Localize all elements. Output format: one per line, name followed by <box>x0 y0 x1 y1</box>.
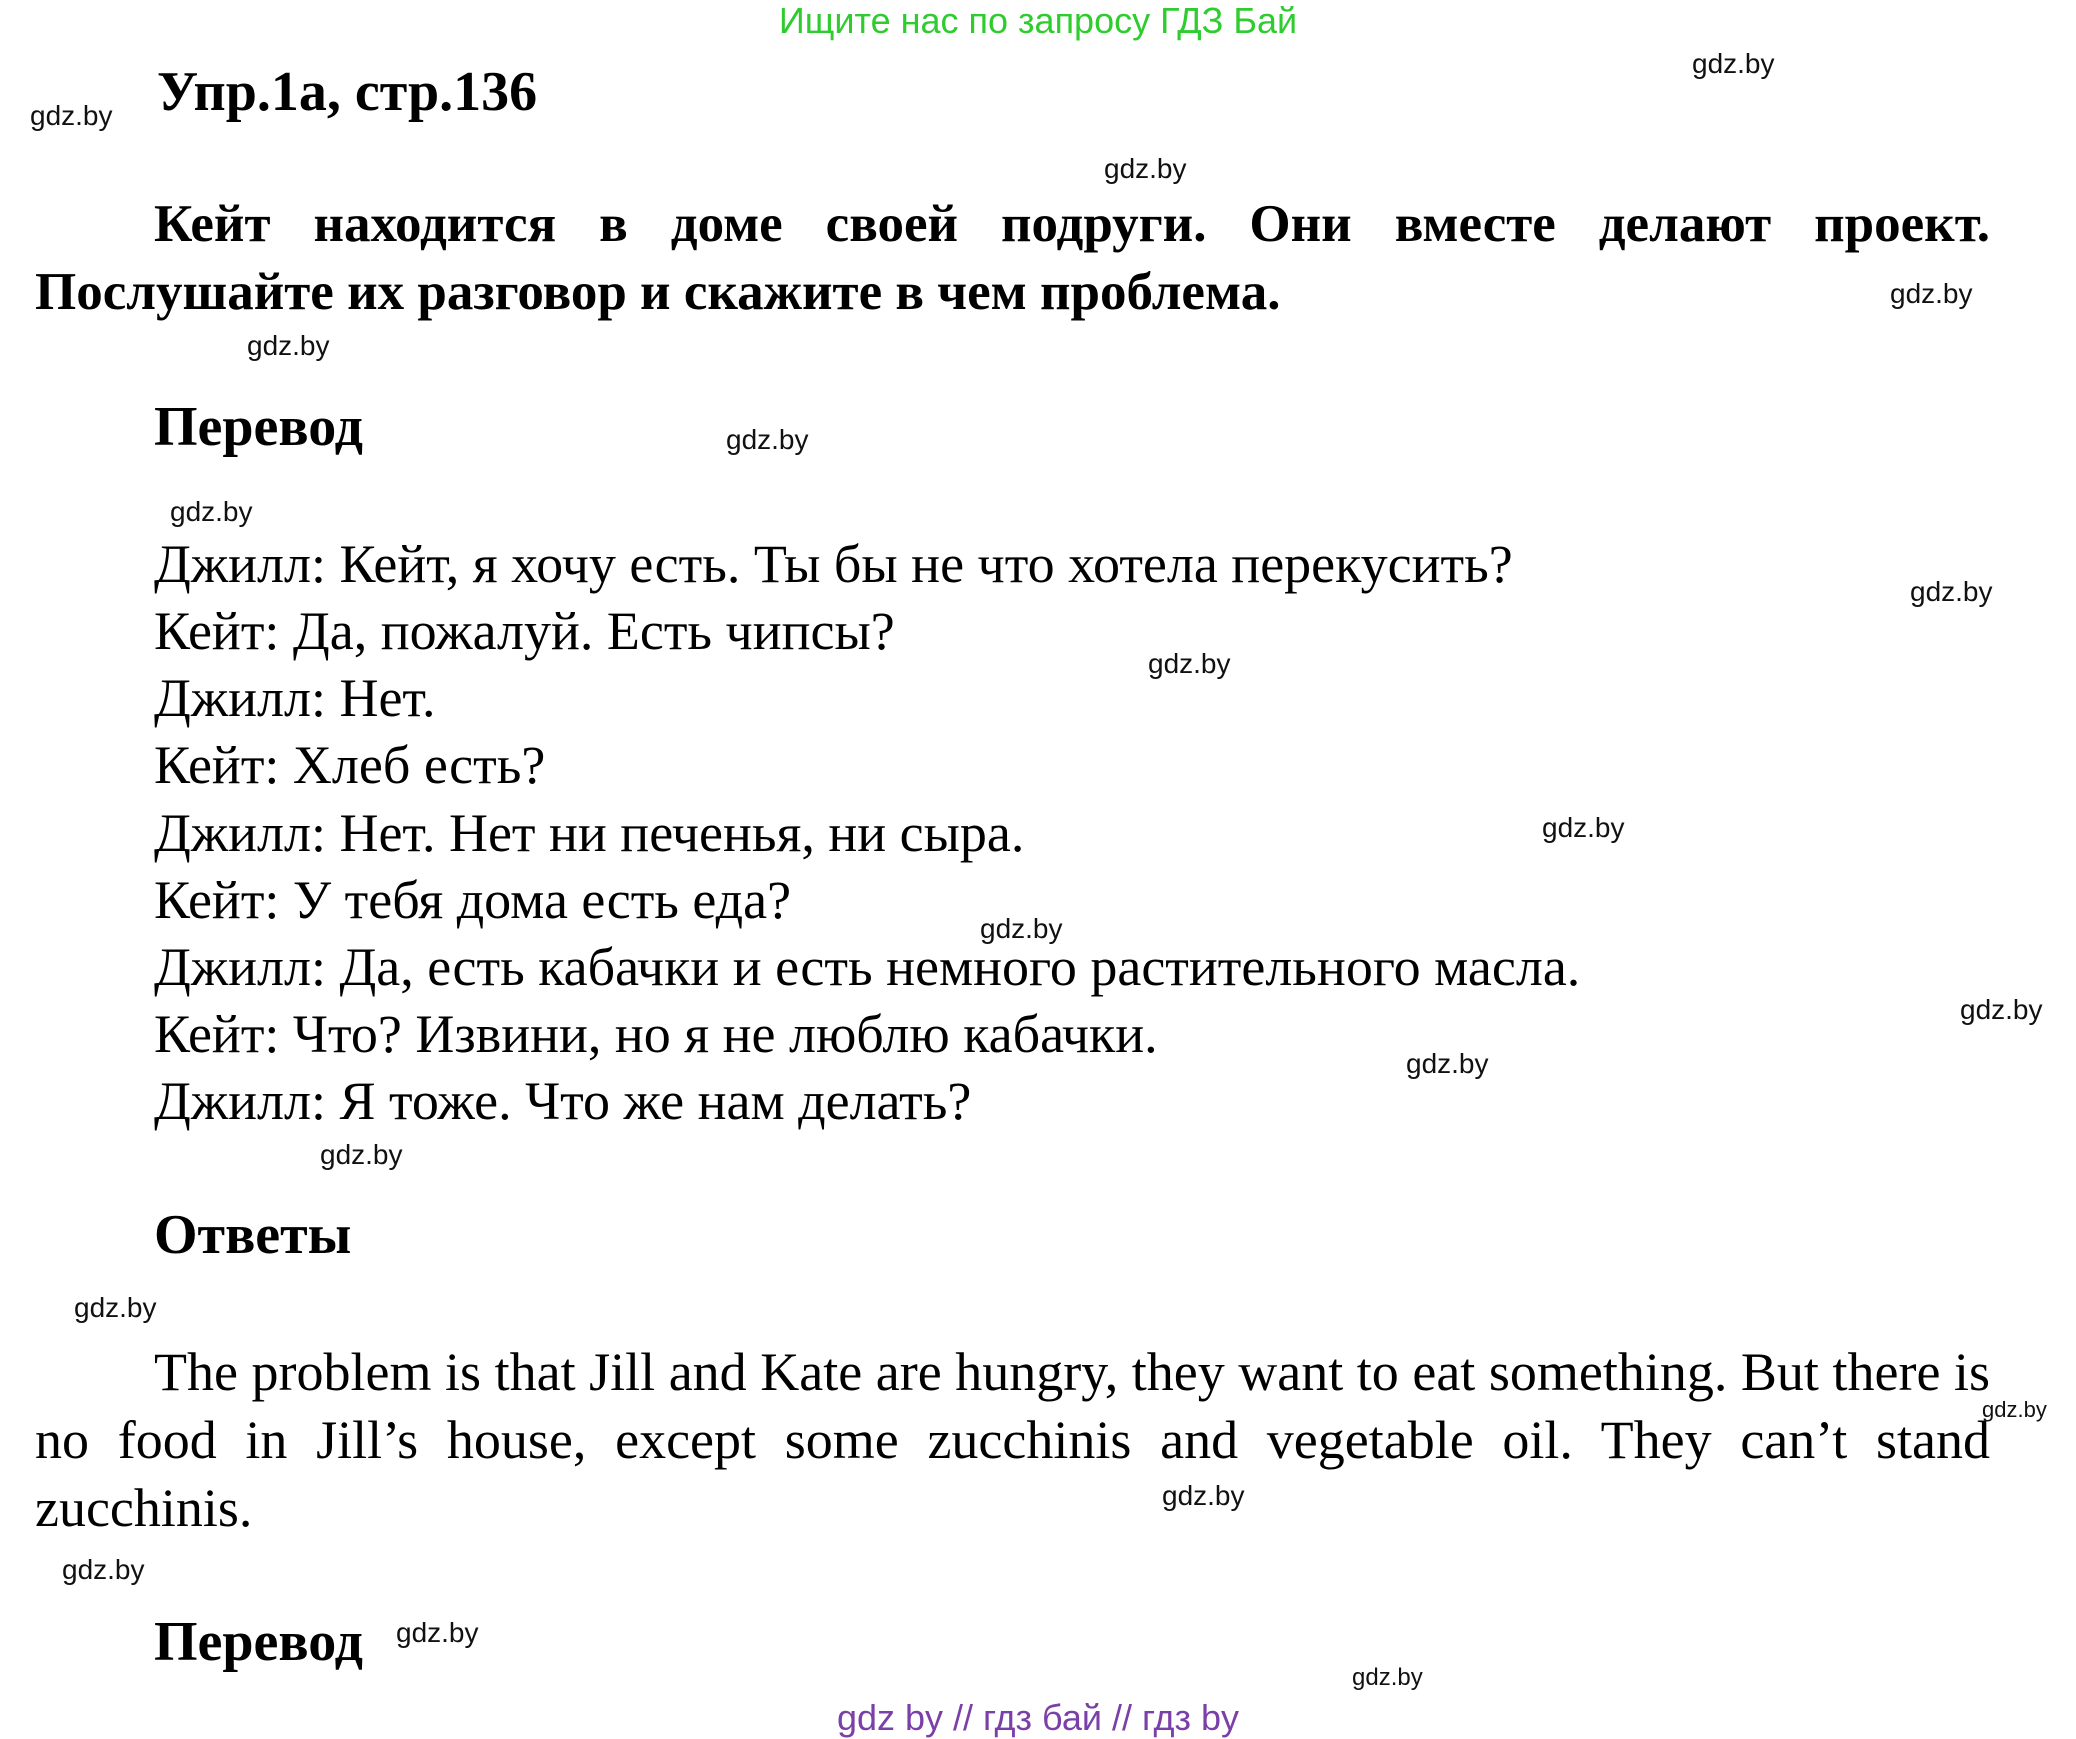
answers-heading: Ответы <box>154 1204 352 1266</box>
watermark: gdz.by <box>1910 576 1993 607</box>
watermark: gdz.by <box>1982 1397 2047 1422</box>
watermark: gdz.by <box>1960 994 2043 1025</box>
translation-heading-2: Перевод <box>154 1611 363 1673</box>
dialogue-line: Кейт: Что? Извини, но я не люблю кабачки. <box>154 1004 1158 1064</box>
dialogue-line: Джилл: Нет. Нет ни печенья, ни сыра. <box>154 803 1025 863</box>
dialogue-line: Кейт: У тебя дома есть еда? <box>154 870 792 930</box>
watermark: gdz.by <box>396 1617 479 1648</box>
translation-heading: Перевод <box>154 396 363 458</box>
dialogue-line: Джилл: Да, есть кабачки и есть немного растительного масла. <box>154 937 1581 997</box>
watermark: gdz.by <box>1104 153 1187 184</box>
answer-text: The problem is that Jill and Kate are hungry, they want to eat something. But there is no food in Jill’s house, except some zucchinis and vegetable oil. They can’t stand zucchinis. <box>35 1342 1990 1538</box>
watermark: gdz.by <box>1148 648 1231 679</box>
exercise-title: Упр.1а, стр.136 <box>157 61 538 123</box>
watermark: gdz.by <box>1542 812 1625 843</box>
watermark: gdz.by <box>320 1139 403 1170</box>
watermark: gdz.by <box>247 330 330 361</box>
watermark: gdz.by <box>1162 1480 1245 1511</box>
task-text: Кейт находится в доме своей подруги. Они вместе делают проект. Послушайте их разговор и скажите в чем проблема. <box>35 195 1990 321</box>
watermark: gdz.by <box>170 496 253 527</box>
watermark: gdz.by <box>726 424 809 455</box>
watermark: gdz.by <box>1352 1664 1423 1691</box>
dialogue-line: Джилл: Я тоже. Что же нам делать? <box>154 1071 972 1131</box>
dialogue-line: Джилл: Нет. <box>154 668 436 728</box>
watermark: gdz.by <box>1692 48 1775 79</box>
search-banner[interactable]: Ищите нас по запросу ГДЗ Бай <box>778 0 1298 41</box>
watermark: gdz.by <box>1406 1048 1489 1079</box>
watermark: gdz.by <box>1890 278 1973 309</box>
watermark: gdz.by <box>980 913 1063 944</box>
watermark: gdz.by <box>74 1292 157 1323</box>
watermark: gdz.by <box>62 1554 145 1585</box>
dialogue-line: Кейт: Да, пожалуй. Есть чипсы? <box>154 601 895 661</box>
watermark: gdz.by <box>30 100 113 131</box>
dialogue-line: Джилл: Кейт, я хочу есть. Ты бы не что хотела перекусить? <box>154 534 1513 594</box>
footer-links[interactable]: gdz by // гдз бай // гдз by <box>836 1697 1240 1738</box>
dialogue-line: Кейт: Хлеб есть? <box>154 735 546 795</box>
